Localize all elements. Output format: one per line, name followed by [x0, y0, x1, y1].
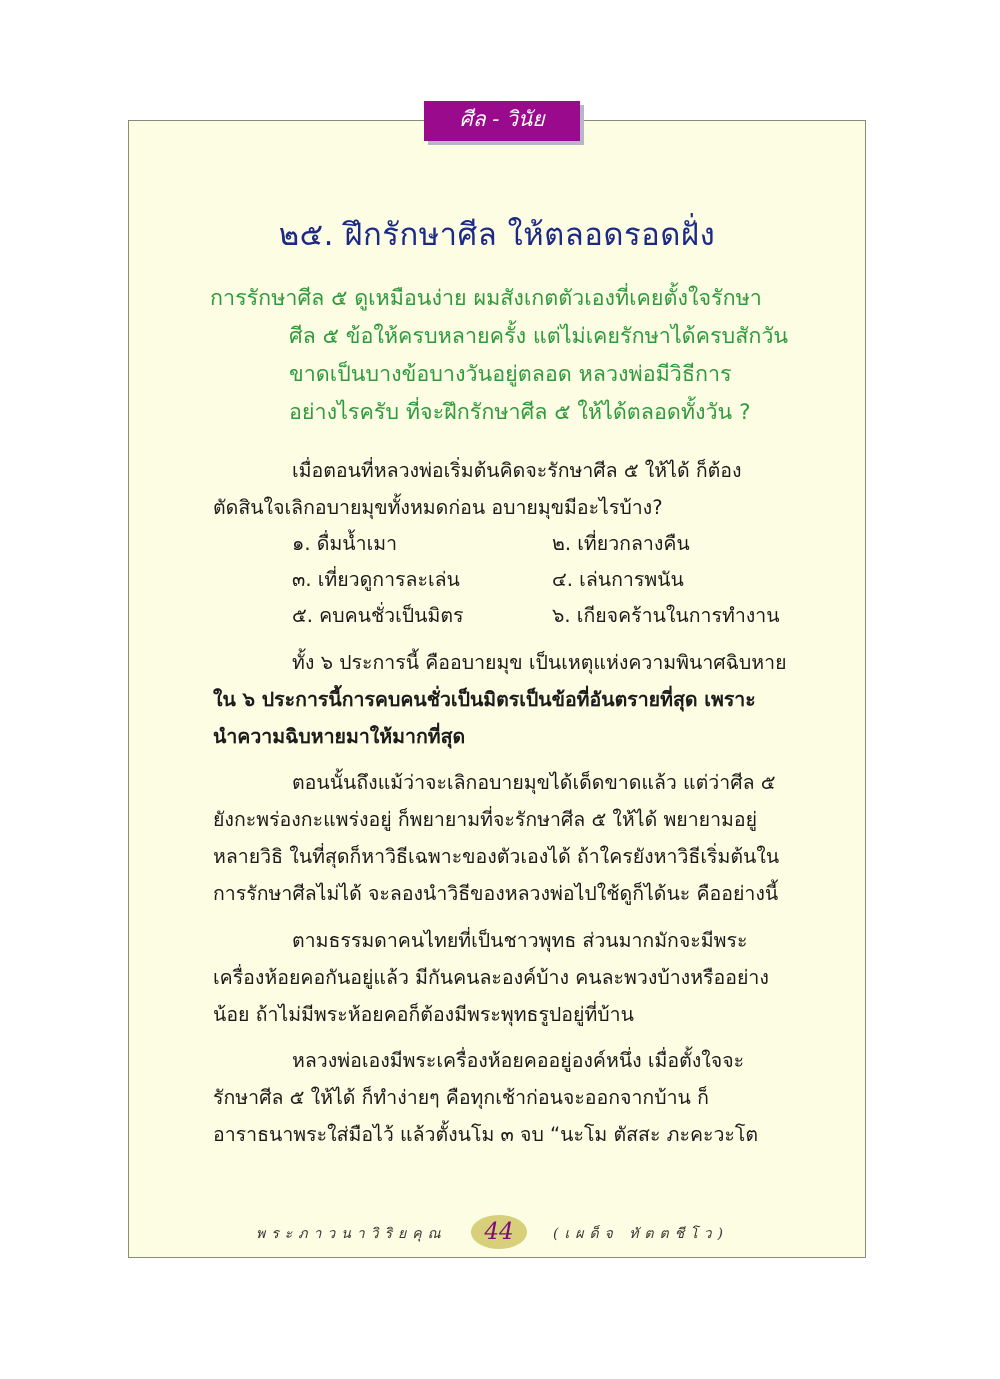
list-row — [292, 598, 812, 634]
page-number: 44 — [471, 1215, 527, 1249]
paragraph-line-bold: นำความฉิบหายมาให้มากที่สุด — [213, 725, 466, 748]
footer-name: (เผด็จ ทัตตชีโว) — [553, 1226, 729, 1242]
paragraph-line: ยังกะพร่องกะแพร่งอยู่ ก็พยายามที่จะรักษาศีล ๕ ให้ได้ พยายามอยู่ — [213, 808, 758, 831]
footer-author: พระภาวนาวิริยคุณ — [256, 1226, 447, 1242]
paragraph-1 — [213, 452, 793, 526]
paragraph-line: รักษาศีล ๕ ให้ได้ ก็ทำง่ายๆ คือทุกเช้าก่อนจะออกจากบ้าน ก็ — [213, 1086, 709, 1109]
question-line: ขาดเป็นบางข้อบางวันอยู่ตลอด หลวงพ่อมีวิธีการ — [289, 362, 732, 387]
question-line: ศีล ๕ ข้อให้ครบหลายครั้ง แต่ไม่เคยรักษาได้ครบสักวัน — [289, 324, 789, 349]
paragraph-line: การรักษาศีลไม่ได้ จะลองนำวิธีของหลวงพ่อไปใช้ดูก็ได้นะ คืออย่างนี้ — [213, 882, 779, 905]
section-tab: ศีล - วินัย — [424, 101, 580, 141]
page-footer — [0, 1213, 1000, 1253]
paragraph-line: ทั้ง ๖ ประการนี้ คืออบายมุข เป็นเหตุแห่งความพินาศฉิบหาย — [292, 651, 787, 674]
list-item: ๒. เที่ยวกลางคืน — [552, 532, 690, 555]
paragraph-5 — [213, 1042, 793, 1153]
paragraph-line: น้อย ถ้าไม่มีพระห้อยคอก็ต้องมีพระพุทธรูปอยู่ที่บ้าน — [213, 1003, 634, 1026]
vices-list — [292, 526, 812, 634]
article-title: ๒๕. ฝึกรักษาศีล ให้ตลอดรอดฝั่ง — [278, 217, 716, 253]
list-item: ๖. เกียจคร้านในการทำงาน — [552, 604, 780, 627]
list-row — [292, 562, 812, 598]
paragraph-line: ตัดสินใจเลิกอบายมุขทั้งหมดก่อน อบายมุขมีอะไรบ้าง? — [213, 496, 663, 519]
question-line: การรักษาศีล ๕ ดูเหมือนง่าย ผมสังเกตตัวเองที่เคยตั้งใจรักษา — [210, 286, 762, 311]
list-item: ๕. คบคนชั่วเป็นมิตร — [292, 604, 464, 627]
list-item: ๓. เที่ยวดูการละเล่น — [292, 568, 460, 591]
paragraph-4 — [213, 922, 793, 1033]
question-line: อย่างไรครับ ที่จะฝึกรักษาศีล ๕ ให้ได้ตลอดทั้งวัน ? — [289, 400, 751, 425]
question-block — [210, 280, 800, 432]
list-item: ๔. เล่นการพนัน — [552, 568, 684, 591]
paragraph-line: หลวงพ่อเองมีพระเครื่องห้อยคออยู่องค์หนึ่ง เมื่อตั้งใจจะ — [292, 1049, 745, 1072]
paragraph-line: เมื่อตอนที่หลวงพ่อเริ่มต้นคิดจะรักษาศีล ๕ ให้ได้ ก็ต้อง — [292, 459, 742, 482]
paragraph-line: ตามธรรมดาคนไทยที่เป็นชาวพุทธ ส่วนมากมักจะมีพระ — [292, 929, 748, 952]
paragraph-line: เครื่องห้อยคอกันอยู่แล้ว มีกันคนละองค์บ้าง คนละพวงบ้างหรืออย่าง — [213, 966, 769, 989]
paragraph-line: หลายวิธิ ในที่สุดก็หาวิธีเฉพาะของตัวเองได้ ถ้าใครยังหาวิธีเริ่มต้นใน — [213, 845, 780, 868]
paragraph-line-bold: ใน ๖ ประการนี้การคบคนชั่วเป็นมิตรเป็นข้อที่อันตรายที่สุด เพราะ — [213, 688, 756, 711]
list-item: ๑. ดื่มน้ำเมา — [292, 532, 398, 555]
paragraph-line: ตอนนั้นถึงแม้ว่าจะเลิกอบายมุขได้เด็ดขาดแล้ว แต่ว่าศีล ๕ — [292, 771, 776, 794]
paragraph-line: อาราธนาพระใส่มือไว้ แล้วตั้งนโม ๓ จบ “นะโม ตัสสะ ภะคะวะโต — [213, 1123, 759, 1146]
paragraph-2 — [213, 644, 793, 755]
paragraph-3 — [213, 764, 793, 912]
list-row — [292, 526, 812, 562]
